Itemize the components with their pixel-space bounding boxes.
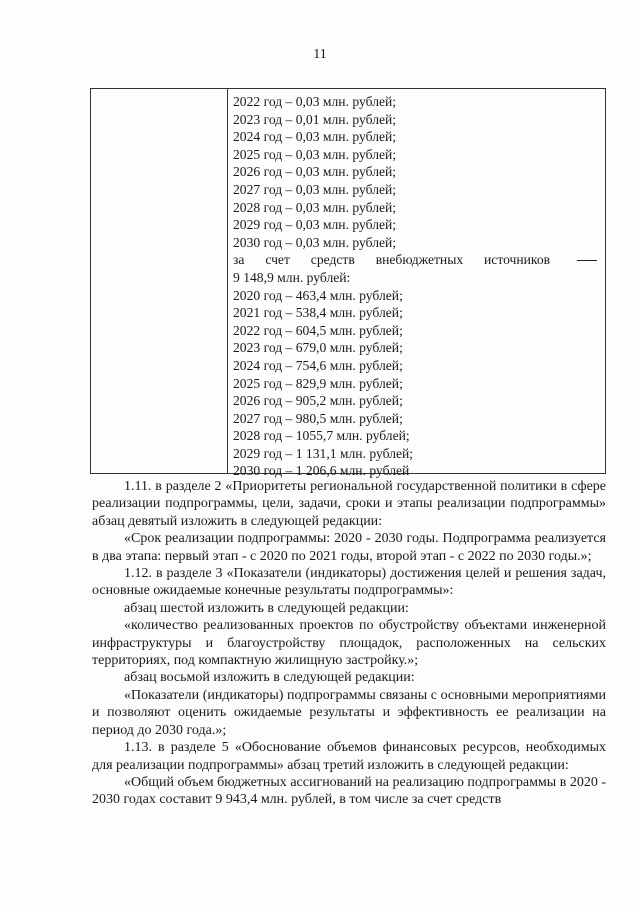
extrabudget-word: источников [484,252,551,268]
extrabudget-line: 2029 год – 1 131,1 млн. рублей; [233,445,414,461]
extrabudget-line: 2022 год – 604,5 млн. рублей; [233,322,403,338]
funding-line: 2022 год – 0,03 млн. рублей; [233,94,397,109]
page-number: 11 [313,47,327,62]
extrabudget-line: 2024 год – 754,6 млн. рублей; [233,357,403,373]
extrabudget-total: 9 148,9 млн. рублей: [233,269,351,285]
extrabudget-line: 2030 год – 1 206,6 млн. рублей [233,463,410,479]
extrabudget-word: счет [265,252,290,268]
column-divider [227,89,228,473]
funding-line: 2024 год – 0,03 млн. рублей; [233,129,397,145]
extrabudget-line: 2028 год – 1055,7 млн. рублей; [233,428,410,444]
dash-mark [577,260,597,261]
funding-line: 2026 год – 0,03 млн. рублей; [233,164,397,180]
extrabudget-word: за [233,252,245,268]
funding-table [90,88,606,479]
funding-line: 2028 год – 0,03 млн. рублей; [233,199,397,215]
funding-line: 2027 год – 0,03 млн. рублей; [233,181,397,197]
extrabudget-line: 2026 год – 905,2 млн. рублей; [233,393,403,409]
extrabudget-line: 2023 год – 679,0 млн. рублей; [233,340,403,356]
paragraph: «количество реализованных проектов по обустройству объектами инженерной инфраструктуры и благоустройству площадок, расположенных на сельских территориях, под компактную жилищную застройку.»; [92,618,606,669]
funding-line: 2030 год – 0,03 млн. рублей; [233,234,397,250]
paragraph: абзац восьмой изложить в следующей редакции: [124,670,415,686]
extrabudget-line: 2021 год – 538,4 млн. рублей; [233,305,403,321]
funding-line: 2025 год – 0,03 млн. рублей; [233,146,397,162]
paragraph: 1.11. в разделе 2 «Приоритеты региональной государственной политики в сфере реализации подпрограммы, цели, задачи, сроки и этапы реализации подпрограммы» абзац девятый изложить в следующей редакции: [92,479,606,529]
extrabudget-word: внебюджетных [375,252,464,268]
document-body [92,478,606,809]
extrabudget-line: 2025 год – 829,9 млн. рублей; [233,375,403,391]
extrabudget-heading [233,251,597,269]
paragraph: «Общий объем бюджетных ассигнований на реализацию подпрограммы в 2020 - 2030 годах составит 9 943,4 млн. рублей, в том числе за счет средств [92,774,606,808]
funding-line: 2029 год – 0,03 млн. рублей; [233,217,397,233]
paragraph: «Срок реализации подпрограммы: 2020 - 2030 годы. Подпрограмма реализуется в два этапа: первый этап - с 2020 по 2021 годы, второй этап - с 2022 по 2030 годы.»; [92,531,606,564]
extrabudget-line: 2020 год – 463,4 млн. рублей; [233,287,403,303]
extrabudget-line: 2027 год – 980,5 млн. рублей; [233,410,403,426]
paragraph: «Показатели (индикаторы) подпрограммы связаны с основными мероприятиями и позволяют оценить ожидаемые результаты и эффективность ее реализации на период до 2030 года.»; [92,687,606,738]
paragraph: 1.13. в разделе 5 «Обоснование объемов финансовых ресурсов, необходимых для реализации подпрограммы» абзац третий изложить в следующей редакции: [92,740,606,773]
paragraph: абзац шестой изложить в следующей редакции: [124,600,409,616]
funding-line: 2023 год – 0,01 млн. рублей; [233,111,397,127]
funding-cell [233,93,597,480]
paragraph: 1.12. в разделе 3 «Показатели (индикаторы) достижения целей и решения задач, основные ожидаемые конечные результаты подпрограммы»: [92,566,606,599]
extrabudget-word: средств [310,252,355,268]
